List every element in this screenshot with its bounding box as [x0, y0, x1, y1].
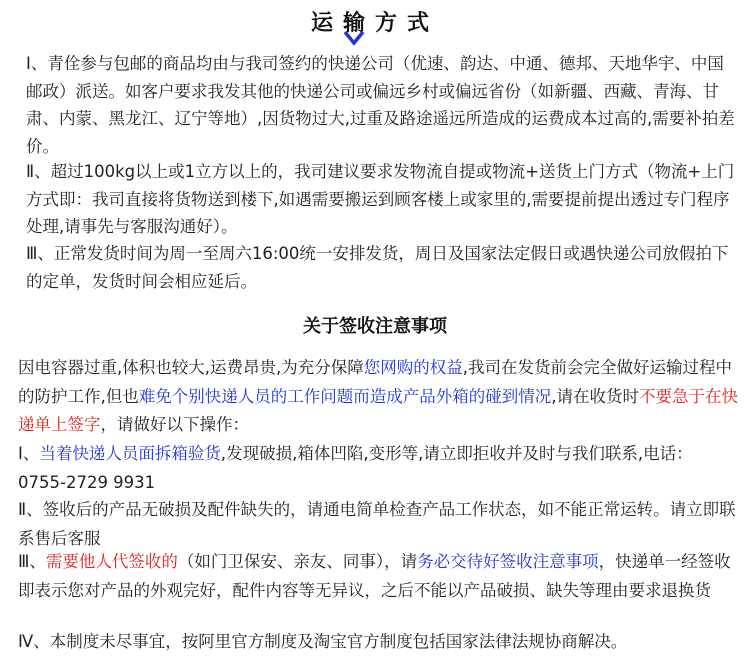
item1-highlight: 当着快递人员面拆箱验货	[39, 444, 221, 463]
shipping-paragraph-3: Ⅲ、正常发货时间为周一至周六16:00统一安排发货，周日及国家法定假日或遇快递公司放假拍下的定单，发货时间会相应延后。	[26, 244, 729, 291]
contact-phone: 0755-2729 9931	[18, 472, 156, 492]
receipt-intro	[18, 354, 740, 440]
shipping-section	[0, 0, 750, 302]
intro-text-g: ，请做好以下操作：	[100, 415, 249, 434]
chevron-down-icon	[343, 30, 365, 46]
receipt-item-2: Ⅱ、签收后的产品无破损及配件缺失的，请通电简单检查产品工作状态，如不能正常运转。请立即联系售后客服	[18, 500, 736, 548]
intro-text-a: 因电容器过重,体积也较大,运费昂贵,为充分保障	[18, 358, 364, 377]
receipt-item-3	[18, 548, 740, 605]
shipping-paragraph-1: Ⅰ、青佺参与包邮的商品均由与我司签约的快递公司（优速、韵达、中通、德邦、天地华宇、中国邮政）派送。如客户要求我发其他的快递公司或偏远乡村或偏远省份（如新疆、西藏、青海、甘肃、内蒙、黑龙江、辽宁等地）,因货物过大,过重及路途遥远所造成的运费成本过高的,需要补拍差价。	[26, 54, 735, 156]
item3-warning: 需要他人代签收的	[45, 552, 178, 571]
item1-text: ,发现破损,箱体凹陷,变形等,请立即拒收并及时与我们联系,电话：	[220, 444, 693, 463]
receipt-item-4: Ⅳ、本制度未尽事宜，按阿里官方制度及淘宝官方制度包括国家法律法规协商解决。	[18, 632, 628, 651]
item3-text-e: ，快递单一经签收即表示您对产品的外观完好，配件内容等无异议，之后不能以产品破损、缺失等理由要求退换货	[18, 552, 731, 600]
receipt-item-1	[18, 440, 740, 497]
intro-text-c: ,我司在发货前会完全做好运输过程中的防护工作,但也	[18, 358, 732, 406]
intro-highlight-damage: 难免个别快递人员的工作问题而造成产品外箱的碰到情况	[138, 386, 552, 406]
item3-highlight: 务必交待好签收注意事项	[417, 552, 599, 571]
shipping-title: 运输方式	[310, 11, 439, 36]
item3-text-c: （如门卫保安、亲友、同事），请	[177, 552, 418, 571]
intro-highlight-rights: 您网购的权益	[363, 358, 463, 377]
receipt-title: 关于签收注意事项	[303, 316, 447, 337]
shipping-paragraph-2: Ⅱ、超过100kg以上或1立方以上的，我司建议要求发物流自提或物流+送货上门方式（物流+上门方式即：我司直接将货物送到楼下,如遇需要搬运到顾客楼上或家里的,需要提前提出透过专门程序处理,请事先与客服沟通好）。	[26, 162, 735, 236]
item3-number: Ⅲ、	[18, 552, 46, 571]
intro-text-e: ,请在收货时	[551, 386, 639, 406]
intro-warning-sign: 不要急于在快递单上签字	[18, 386, 738, 434]
item1-number: Ⅰ、	[18, 444, 40, 463]
